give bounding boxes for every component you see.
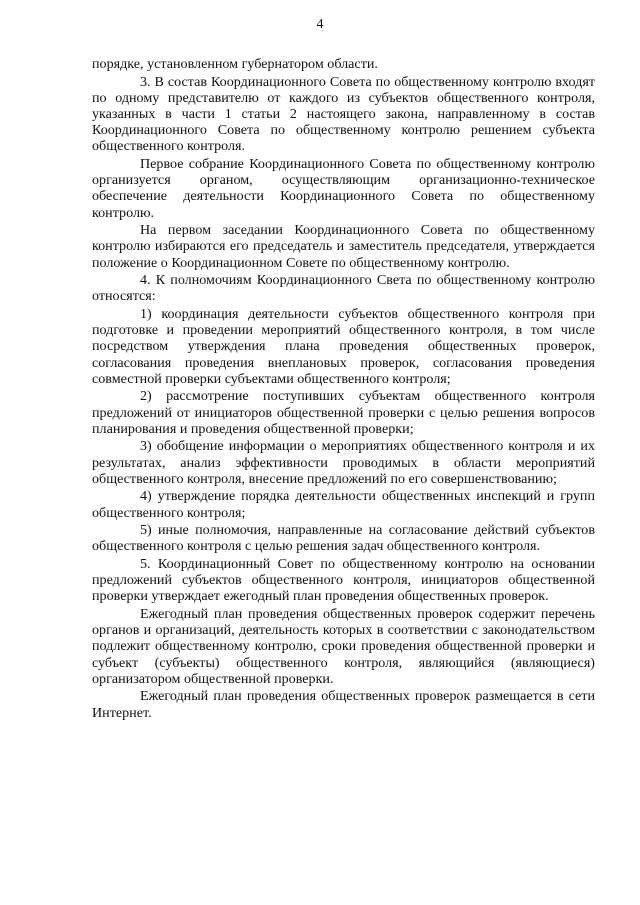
- paragraph-2: 3. В состав Координационного Совета по общественному контролю входят по одному представителю от каждого из субъектов общественного контроля, указанных в части 1 статьи 2 настоящего закона, направленному в состав Координационного Совета по общественному контролю решением субъекта общественного контроля.: [92, 73, 595, 155]
- paragraph-7: 2) рассмотрение поступивших субъектам общественного контроля предложений от инициаторов общественной проверки с целью решения вопросов планирования и проведения общественной проверки;: [92, 388, 595, 437]
- paragraph-8: 3) обобщение информации о мероприятиях общественного контроля и их результатах, анализ эффективности проводимых в области мероприятий общественного контроля, внесение предложений по его совершенствованию;: [92, 438, 595, 487]
- paragraph-13: Ежегодный план проведения общественных проверок размещается в сети Интернет.: [92, 688, 595, 721]
- paragraph-1: порядке, установленном губернатором области.: [92, 56, 378, 72]
- paragraph-5: 4. К полномочиям Координационного Света по общественному контролю относятся:: [92, 272, 595, 305]
- paragraph-12: Ежегодный план проведения общественных проверок содержит перечень органов и организаций, деятельность которых в соответствии с законодательством подлежит общественному контролю, сроки проведения общественной проверки и субъект (субъекты) общественного контроля, являющийся (являющиеся) организатором общественной проверки.: [92, 606, 595, 687]
- paragraph-10: 5) иные полномочия, направленные на согласование действий субъектов общественного контроля с целью решения задач общественного контроля.: [92, 522, 595, 555]
- document-body: [92, 56, 595, 722]
- paragraph-6: 1) координация деятельности субъектов общественного контроля при подготовке и проведении мероприятий общественного контроля, в том числе посредством утверждения плана проведения общественных проверок, согласования проведения внеплановых проверок, согласования проведения совместной проверки субъектами общественного контроля;: [92, 306, 595, 387]
- paragraph-4: На первом заседании Координационного Совета по общественному контролю избираются его председатель и заместитель председателя, утверждается положение о Координационном Совете по общественному контролю.: [92, 222, 595, 271]
- paragraph-3: Первое собрание Координационного Совета по общественному контролю организуется органом, осуществляющим организационно-техническое обеспечение деятельности Координационного Совета по общественному контролю.: [92, 156, 595, 221]
- paragraph-9: 4) утверждение порядка деятельности общественных инспекций и групп общественного контроля;: [92, 488, 595, 521]
- page-number: 4: [316, 17, 324, 32]
- paragraph-11: 5. Координационный Совет по общественному контролю на основании предложений субъектов общественного контроля, инициаторов общественной проверки утверждает ежегодный план проведения общественных проверок.: [92, 556, 595, 605]
